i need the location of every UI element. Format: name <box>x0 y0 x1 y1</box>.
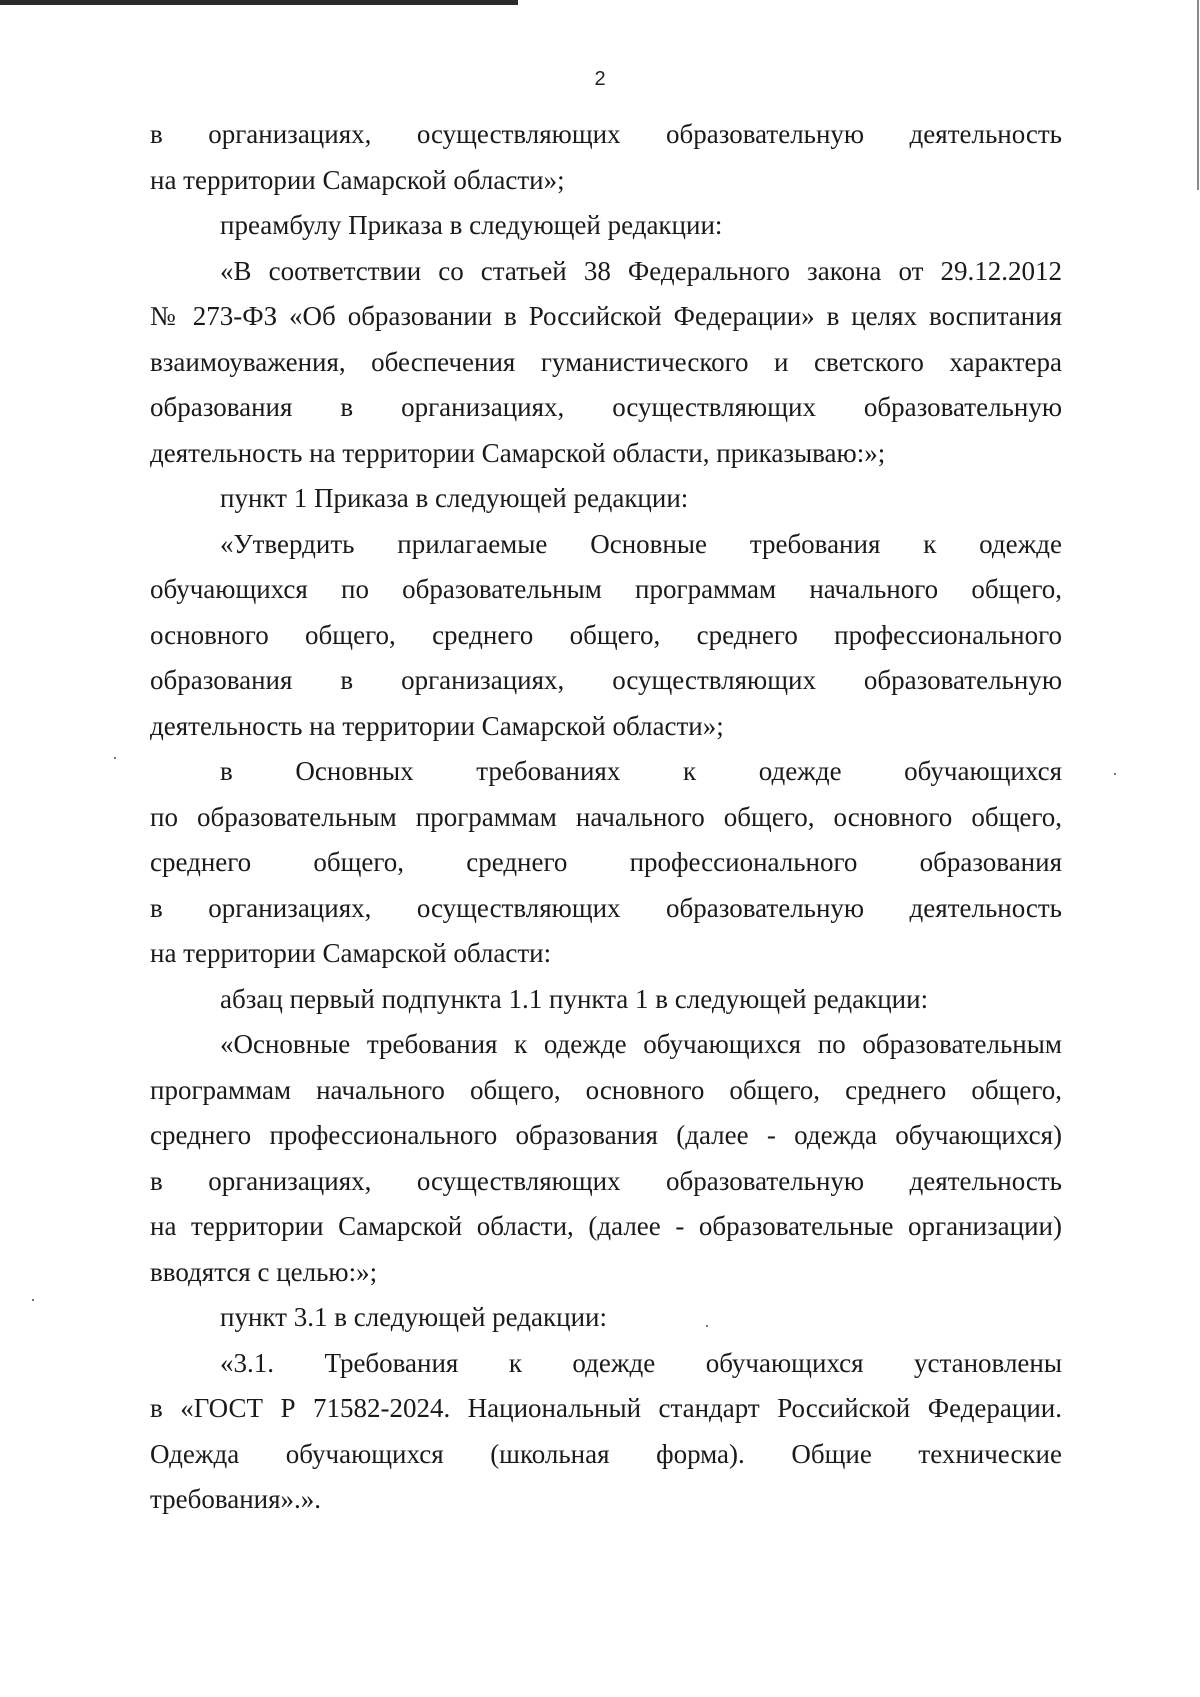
text-line: среднего общего, среднего профессионального образования <box>150 847 1062 877</box>
text-line: абзац первый подпункта 1.1 пункта 1 в следующей редакции: <box>220 983 929 1014</box>
text-line: образования в организациях, осуществляющих образовательную <box>150 665 1062 695</box>
scan-speck <box>114 757 116 759</box>
text-line: образования в организациях, осуществляющих образовательную <box>150 392 1062 422</box>
text-line: вводятся с целью:»; <box>150 1256 378 1287</box>
scan-edge-right <box>1197 0 1199 190</box>
text-line: в «ГОСТ Р 71582-2024. Национальный стандарт Российской Федерации. <box>150 1393 1062 1423</box>
document-body <box>150 112 1062 1523</box>
text-line: по образовательным программам начального общего, основного общего, <box>150 801 1062 832</box>
text-line: деятельность на территории Самарской области, приказываю:»; <box>150 437 886 468</box>
text-line: на территории Самарской области»; <box>150 164 565 195</box>
text-line: в организациях, осуществляющих образовательную деятельность <box>150 1165 1062 1196</box>
text-line: обучающихся по образовательным программам начального общего, <box>150 574 1062 604</box>
scan-speck <box>32 1299 34 1301</box>
text-line: «3.1. Требования к одежде обучающихся установлены <box>220 1347 1062 1378</box>
text-line: пункт 1 Приказа в следующей редакции: <box>220 483 689 513</box>
text-line: пункт 3.1 в следующей редакции: <box>220 1302 607 1332</box>
scan-edge-top <box>0 0 518 5</box>
scan-speck <box>1114 773 1116 775</box>
text-line: среднего профессионального образования (далее - одежда обучающихся) <box>150 1120 1062 1150</box>
text-line: в организациях, осуществляющих образовательную деятельность <box>150 119 1062 149</box>
text-line: № 273-ФЗ «Об образовании в Российской Федерации» в целях воспитания <box>150 301 1062 331</box>
text-line: преамбулу Приказа в следующей редакции: <box>220 210 723 240</box>
text-line: требования».». <box>150 1484 322 1514</box>
text-line: на территории Самарской области: <box>150 938 552 968</box>
text-line: деятельность на территории Самарской области»; <box>150 710 724 741</box>
text-line: на территории Самарской области, (далее - образовательные организации) <box>150 1211 1062 1241</box>
text-line: программам начального общего, основного общего, среднего общего, <box>150 1074 1062 1105</box>
page-number: 2 <box>594 68 606 90</box>
text-line: в Основных требованиях к одежде обучающихся <box>220 756 1062 786</box>
text-line: «Основные требования к одежде обучающихся по образовательным <box>220 1029 1062 1059</box>
text-line: взаимоуважения, обеспечения гуманистического и светского характера <box>150 346 1062 377</box>
text-line: «В соответствии со статьей 38 Федерального закона от 29.12.2012 <box>220 255 1062 286</box>
text-line: в организациях, осуществляющих образовательную деятельность <box>150 892 1062 923</box>
text-line: «Утвердить прилагаемые Основные требования к одежде <box>220 528 1062 559</box>
text-line: Одежда обучающихся (школьная форма). Общие технические <box>150 1438 1062 1469</box>
text-line: основного общего, среднего общего, среднего профессионального <box>150 619 1062 650</box>
